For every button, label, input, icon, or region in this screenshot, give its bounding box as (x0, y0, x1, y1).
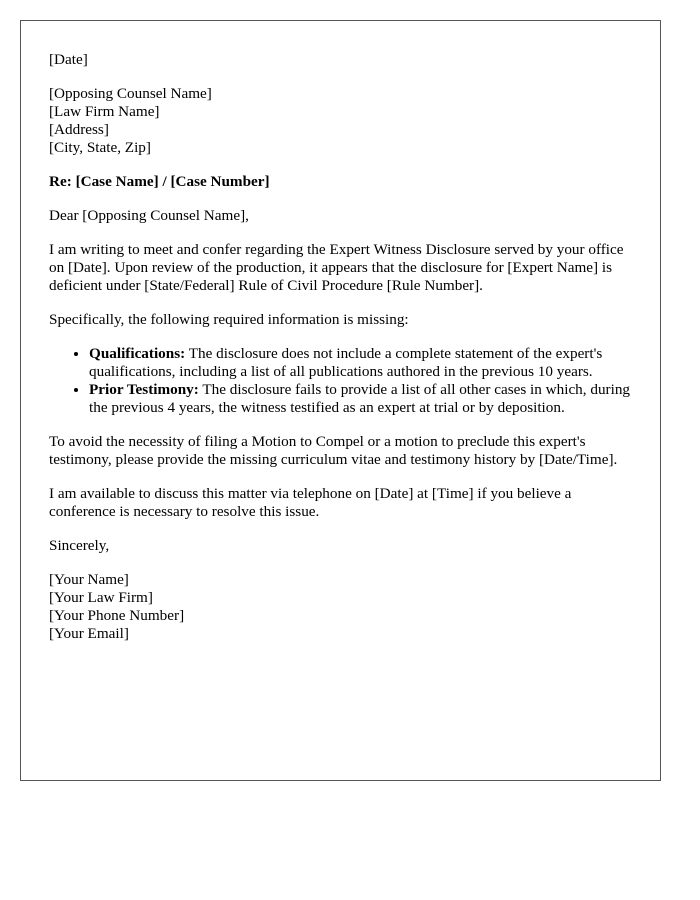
list-item-heading: Prior Testimony: (89, 381, 199, 398)
list-item-text: The disclosure fails to provide a list of all other cases in which, during the previous 4 years, the witness testified as an expert at trial or by deposition. (89, 381, 631, 416)
letter-page (20, 20, 661, 781)
recipient-name: [Opposing Counsel Name] (49, 85, 212, 102)
list-item (89, 345, 632, 381)
list-item-heading: Qualifications: (89, 345, 186, 362)
body-paragraph-missing-intro: Specifically, the following required information is missing: (49, 311, 409, 328)
signature-block (49, 571, 632, 643)
body-paragraph-availability: I am available to discuss this matter via telephone on [Date] at [Time] if you believe a conference is necessary to resolve this issue. (49, 485, 572, 520)
subject-line: Re: [Case Name] / [Case Number] (49, 173, 270, 190)
recipient-address: [Address] (49, 121, 109, 138)
recipient-firm: [Law Firm Name] (49, 103, 160, 120)
body-paragraph-intro: I am writing to meet and confer regarding the Expert Witness Disclosure served by your office on [Date]. Upon review of the production, it appears that the disclosure for [Expert Name] is deficient under [State/Federal] Rule of Civil Procedure [Rule Number]. (49, 241, 624, 294)
list-item (89, 381, 632, 417)
letter-date-block (49, 51, 632, 69)
signature-phone: [Your Phone Number] (49, 607, 185, 624)
closing: Sincerely, (49, 537, 110, 554)
body-paragraph-request: To avoid the necessity of filing a Motion to Compel or a motion to preclude this expert's testimony, please provide the missing curriculum vitae and testimony history by [Date/Time]. (49, 433, 618, 468)
recipient-city-state-zip: [City, State, Zip] (49, 139, 151, 156)
signature-email: [Your Email] (49, 625, 129, 642)
letter-date: [Date] (49, 51, 88, 68)
signature-firm: [Your Law Firm] (49, 589, 153, 606)
missing-items-list (49, 345, 632, 417)
list-item-text: The disclosure does not include a complete statement of the expert's qualifications, including a list of all publications authored in the previous 10 years. (89, 345, 603, 380)
salutation: Dear [Opposing Counsel Name], (49, 207, 249, 224)
recipient-address-block (49, 85, 632, 157)
signature-name: [Your Name] (49, 571, 129, 588)
